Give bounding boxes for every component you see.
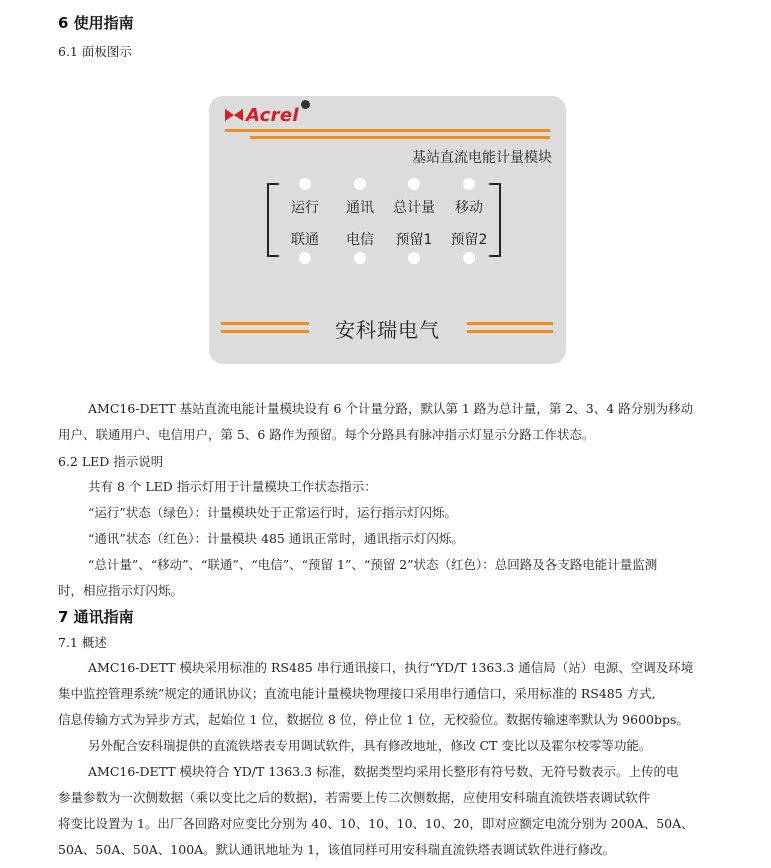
- led-line-2: “运行”状态（绿色）：计量模块处于正常运行时，运行指示灯闪烁。: [88, 505, 458, 520]
- led-comm: [354, 178, 366, 190]
- s7-p1-line-1: AMC16-DETT 模块采用标准的 RS485 串行通讯接口，执行“YD/T 1363.3 通信局（站）电源、空调及环境: [88, 660, 694, 675]
- led-label-telecom: 电信: [346, 232, 374, 248]
- led-line-3: “通讯”状态（红色）：计量模块 485 通讯正常时，通讯指示灯闪烁。: [88, 531, 464, 546]
- section-6-1-heading: 6.1 面板图示: [58, 44, 132, 59]
- para1-line-1: AMC16-DETT 基站直流电能计量模块设有 6 个计量分路，默认第 1 路为总计量，第 2、3、4 路分别为移动: [88, 401, 694, 416]
- s7-p3-line-2: 参量参数为一次侧数据（乘以变比之后的数据)，若需要上传二次侧数据，应使用安科瑞直流铁塔表调试软件: [58, 790, 651, 805]
- acrel-logo-icon: [225, 107, 243, 123]
- logo-text: Acrel: [246, 104, 299, 126]
- led-label-reserve1: 预留1: [395, 232, 433, 248]
- led-unicom: [299, 252, 311, 264]
- led-reserve1: [408, 252, 420, 264]
- section-6-heading: 6 使用指南: [58, 14, 134, 32]
- brand-name: 安科瑞电气: [335, 318, 440, 342]
- led-line-5: 时，相应指示灯闪烁。: [58, 583, 184, 598]
- led-label-mobile: 移动: [455, 200, 483, 216]
- led-label-reserve2: 预留2: [450, 232, 488, 248]
- orange-bar-top: [225, 129, 550, 132]
- led-line-1: 共有 8 个 LED 指示灯用于计量模块工作状态指示：: [88, 479, 377, 494]
- led-mobile: [463, 178, 475, 190]
- s7-p1-line-2: 集中监控管理系统”规定的通讯协议；直流电能计量模块物理接口采用串行通信口，采用标准的 RS485 方式,: [58, 686, 656, 701]
- s7-p3-line-4: 50A、50A、50A、100A。默认通讯地址为 1，该值同样可用安科瑞直流铁塔表调试软件进行修改。: [58, 842, 616, 857]
- led-telecom: [354, 252, 366, 264]
- panel-illustration: [209, 96, 566, 364]
- led-reserve2: [463, 252, 475, 264]
- registered-mark-icon: [301, 100, 310, 109]
- section-6-2-heading: 6.2 LED 指示说明: [58, 454, 164, 469]
- led-line-4: “总计量”、“移动”、“联通”、“电信”、“预留 1”、“预留 2”状态（红色）：总回路及各支路电能计量监测: [88, 557, 658, 572]
- led-label-run: 运行: [291, 200, 319, 216]
- s7-p3-line-3: 将变比设置为 1。出厂各回路对应变比分别为 40、10、10、10、10、20，即对应额定电流分别为 200A、50A、: [58, 816, 694, 831]
- section-7-heading: 7 通讯指南: [58, 608, 134, 626]
- module-title: 基站直流电能计量模块: [412, 150, 552, 166]
- orange-bar-top-2: [250, 136, 550, 139]
- led-label-total: 总计量: [393, 200, 435, 216]
- led-run: [299, 178, 311, 190]
- s7-p2-line-1: 另外配合安科瑞提供的直流铁塔表专用调试软件，具有修改地址，修改 CT 变比以及霍尔校零等功能。: [88, 738, 652, 753]
- led-total: [408, 178, 420, 190]
- para1-line-2: 用户、联通用户、电信用户，第 5、6 路作为预留。每个分路具有脉冲指示灯显示分路工作状态。: [58, 427, 595, 442]
- led-label-unicom: 联通: [291, 232, 319, 248]
- acrel-logo: [225, 104, 299, 126]
- led-label-comm: 通讯: [346, 200, 374, 216]
- section-7-1-heading: 7.1 概述: [58, 635, 107, 650]
- s7-p3-line-1: AMC16-DETT 模块符合 YD/T 1363.3 标准，数据类型均采用长整形有符号数、无符号数表示。上传的电: [88, 764, 679, 779]
- s7-p1-line-3: 信息传输方式为异步方式，起始位 1 位，数据位 8 位，停止位 1 位，无校验位。数据传输速率默认为 9600bps。: [58, 712, 689, 727]
